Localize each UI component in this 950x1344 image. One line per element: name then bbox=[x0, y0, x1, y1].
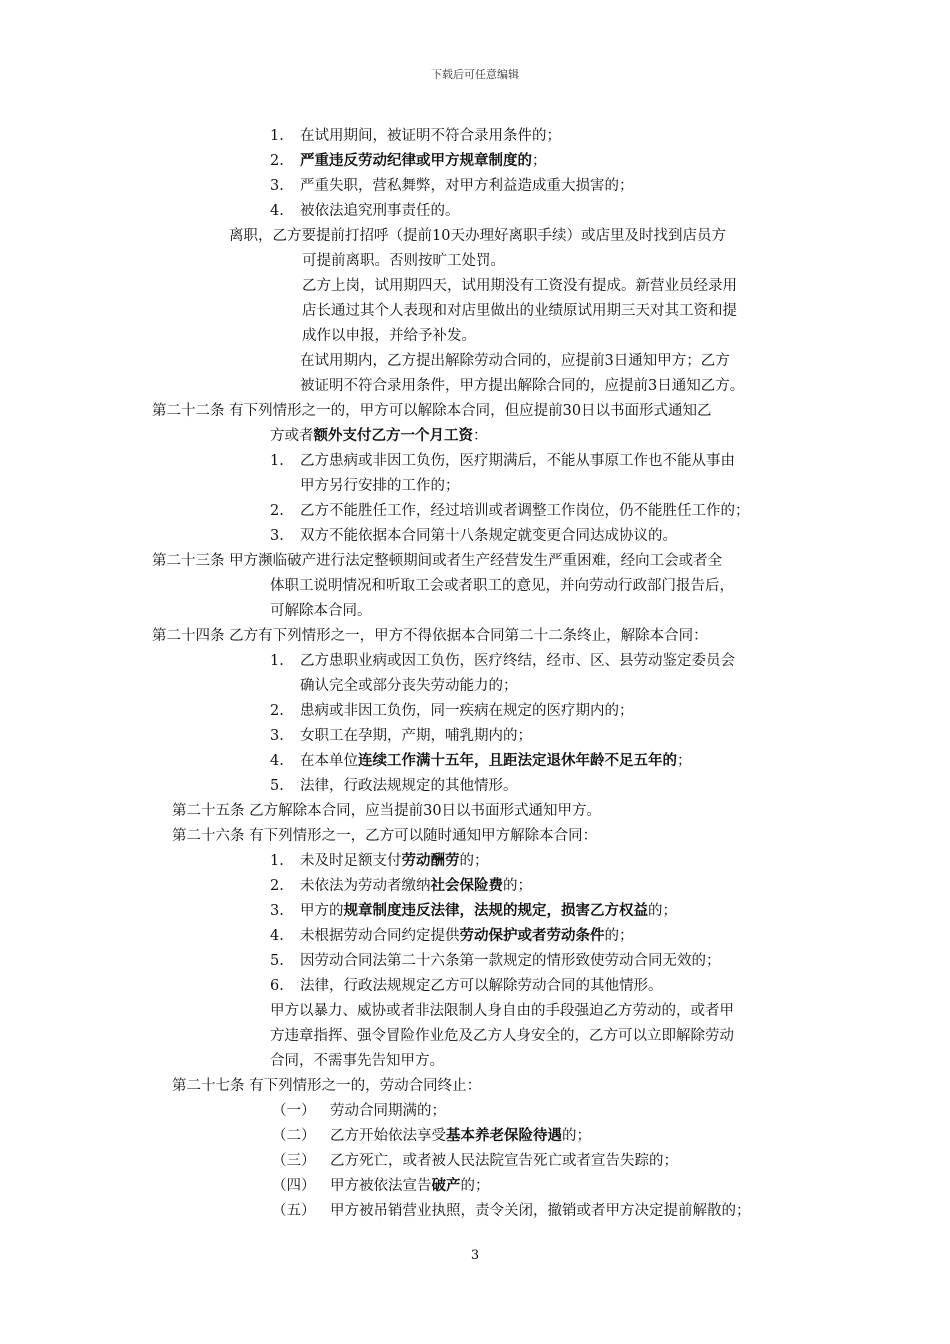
text-line bbox=[270, 576, 734, 596]
text-line bbox=[270, 876, 532, 896]
bold-text: 严重违反劳动纪律或甲方规章制度的 bbox=[300, 152, 532, 169]
item-number: 3. bbox=[270, 528, 284, 544]
text-line bbox=[152, 626, 708, 646]
line-text: 女职工在孕期，产期，哺乳期内的； bbox=[300, 728, 532, 744]
text-line bbox=[152, 401, 712, 421]
item-number: 1. bbox=[270, 453, 284, 469]
page-header: 下载后可任意编辑 bbox=[431, 68, 519, 81]
line-text: 未根据劳动合同约定提供 bbox=[300, 928, 460, 944]
bold-text: 破产 bbox=[431, 1177, 461, 1194]
line-text: 甲方以暴力、威协或者非法限制人身自由的手段强迫乙方劳动的，或者甲 bbox=[270, 1003, 734, 1019]
line-text: 体职工说明情况和听取工会或者职工的意见，并向劳动行政部门报告后， bbox=[270, 578, 734, 594]
line-text: 第二十二条 有下列情形之一的，甲方可以解除本合同，但应提前30日以书面形式通知乙 bbox=[152, 403, 712, 419]
line-text: 合同，不需事先告知甲方。 bbox=[270, 1053, 444, 1069]
item-number: 3. bbox=[270, 178, 284, 194]
line-text: 可解除本合同。 bbox=[270, 603, 372, 619]
line-text: 被证明不符合录用条件，甲方提出解除合同的，应提前3日通知乙方。 bbox=[300, 378, 745, 394]
line-text: 的； bbox=[459, 853, 489, 869]
text-line bbox=[270, 426, 488, 446]
text-line bbox=[172, 801, 601, 821]
text-line bbox=[270, 1051, 444, 1071]
text-line bbox=[270, 526, 677, 546]
text-line bbox=[302, 326, 476, 346]
line-text: 未依法为劳动者缴纳 bbox=[300, 878, 431, 894]
text-line bbox=[270, 201, 460, 221]
line-text: 方违章指挥、强令冒险作业危及乙方人身安全的，乙方可以立即解除劳动 bbox=[270, 1028, 734, 1044]
item-number: （三） bbox=[272, 1153, 316, 1169]
text-line bbox=[270, 926, 634, 946]
line-text: 方或者 bbox=[270, 428, 314, 444]
line-text: 乙方开始依法享受 bbox=[330, 1128, 446, 1144]
text-line bbox=[270, 776, 518, 796]
item-number: 1. bbox=[270, 128, 284, 144]
item-number: （二） bbox=[272, 1128, 316, 1144]
item-number: 2. bbox=[270, 503, 284, 519]
text-line bbox=[172, 826, 597, 846]
item-number: 3. bbox=[270, 903, 284, 919]
text-line bbox=[270, 501, 750, 521]
line-text: 第二十三条 甲方濒临破产进行法定整顿期间或者生产经营发生严重困难，经向工会或者全 bbox=[152, 553, 723, 569]
bold-text: 额外支付乙方一个月工资 bbox=[313, 427, 473, 444]
line-text: 的； bbox=[503, 878, 532, 894]
item-number: 2. bbox=[270, 703, 284, 719]
text-line bbox=[270, 751, 692, 771]
text-line bbox=[302, 276, 737, 296]
line-text: 乙方患职业病或因工负伤，医疗终结，经市、区、县劳动鉴定委员会 bbox=[300, 653, 735, 669]
line-text: 甲方另行安排的工作的； bbox=[300, 478, 460, 494]
line-text: 被依法追究刑事责任的。 bbox=[300, 203, 460, 219]
text-line bbox=[229, 226, 726, 246]
item-number: 2. bbox=[270, 878, 284, 894]
text-line bbox=[270, 1001, 734, 1021]
line-text: 乙方死亡，或者被人民法院宣告死亡或者宣告失踪的； bbox=[330, 1153, 678, 1169]
text-line bbox=[272, 1176, 490, 1196]
text-line bbox=[270, 726, 532, 746]
item-number: （一） bbox=[272, 1103, 316, 1119]
line-text: 在试用期间，被证明不符合录用条件的； bbox=[300, 128, 561, 144]
line-text: 因劳动合同法第二十六条第一款规定的情形致使劳动合同无效的； bbox=[300, 953, 721, 969]
line-text: 双方不能依据本合同第十八条规定就变更合同达成协议的。 bbox=[300, 528, 677, 544]
line-text: 确认完全或部分丧失劳动能力的； bbox=[300, 678, 518, 694]
line-text: ； bbox=[532, 153, 547, 169]
text-line bbox=[270, 1026, 734, 1046]
line-text: 甲方被依法宣告 bbox=[330, 1178, 432, 1194]
line-text: 严重失职，营私舞弊，对甲方利益造成重大损害的； bbox=[300, 178, 634, 194]
line-text: 患病或非因工负伤，同一疾病在规定的医疗期内的； bbox=[300, 703, 634, 719]
line-text: 店长通过其个人表现和对店里做出的业绩原试用期三天对其工资和提 bbox=[302, 303, 737, 319]
item-number: （五） bbox=[272, 1203, 316, 1219]
text-line bbox=[300, 376, 744, 396]
bold-text: 劳动酬劳 bbox=[401, 852, 460, 869]
line-text: 第二十五条 乙方解除本合同，应当提前30日以书面形式通知甲方。 bbox=[172, 803, 602, 819]
line-text: ； bbox=[677, 753, 692, 769]
line-text: 甲方被吊销营业执照，责令关闭，撤销或者甲方决定提前解散的； bbox=[330, 1203, 751, 1219]
line-text: 的； bbox=[604, 928, 634, 944]
line-text: 成作以申报，并给予补发。 bbox=[302, 328, 476, 344]
item-number: 6. bbox=[270, 978, 284, 994]
line-text: 劳动合同期满的； bbox=[330, 1103, 446, 1119]
item-number: 4. bbox=[270, 753, 284, 769]
text-line bbox=[270, 901, 677, 921]
text-line bbox=[270, 601, 372, 621]
text-line bbox=[272, 1126, 591, 1146]
text-line bbox=[270, 176, 634, 196]
text-line bbox=[270, 126, 561, 146]
line-text: 甲方的 bbox=[300, 903, 344, 919]
text-line bbox=[172, 1076, 481, 1096]
item-number: 2. bbox=[270, 153, 284, 169]
item-number: （四） bbox=[272, 1178, 316, 1194]
line-text: 法律，行政法规规定乙方可以解除劳动合同的其他情形。 bbox=[300, 978, 663, 994]
text-line bbox=[270, 151, 547, 171]
item-number: 1. bbox=[270, 653, 284, 669]
line-text: 乙方上岗，试用期四天，试用期没有工资没有提成。新营业员经录用 bbox=[302, 278, 737, 294]
line-text: 在试用期内，乙方提出解除劳动合同的，应提前3日通知甲方；乙方 bbox=[300, 353, 730, 369]
text-line bbox=[272, 1101, 446, 1121]
bold-text: 连续工作满十五年，且距法定退休年龄不足五年的 bbox=[358, 752, 677, 769]
bold-text: 基本养老保险待遇 bbox=[446, 1127, 562, 1144]
line-text: 的； bbox=[648, 903, 677, 919]
line-text: 第二十四条 乙方有下列情形之一，甲方不得依据本合同第二十二条终止，解除本合同： bbox=[152, 628, 708, 644]
line-text: 离职，乙方要提前打招呼（提前10天办理好离职手续）或店里及时找到店员方 bbox=[229, 228, 726, 244]
item-number: 5. bbox=[270, 953, 284, 969]
text-line bbox=[300, 676, 518, 696]
text-line bbox=[152, 551, 722, 571]
item-number: 5. bbox=[270, 778, 284, 794]
line-text: 法律，行政法规规定的其他情形。 bbox=[300, 778, 518, 794]
text-line bbox=[300, 476, 460, 496]
item-number: 1. bbox=[270, 853, 284, 869]
bold-text: 劳动保护或者劳动条件 bbox=[459, 927, 605, 944]
line-text: 的； bbox=[562, 1128, 591, 1144]
text-line bbox=[272, 1151, 678, 1171]
line-text: 乙方不能胜任工作，经过培训或者调整工作岗位，仍不能胜任工作的； bbox=[300, 503, 750, 519]
text-line bbox=[272, 1201, 751, 1221]
line-text: 第二十六条 有下列情形之一，乙方可以随时通知甲方解除本合同： bbox=[172, 828, 598, 844]
page-number: 3 bbox=[470, 1248, 480, 1263]
line-text: 在本单位 bbox=[300, 753, 358, 769]
text-line bbox=[270, 451, 735, 471]
line-text: 未及时足额支付 bbox=[300, 853, 402, 869]
text-line bbox=[270, 951, 721, 971]
text-line bbox=[302, 251, 505, 271]
line-text: 可提前离职。否则按旷工处罚。 bbox=[302, 253, 505, 269]
item-number: 3. bbox=[270, 728, 284, 744]
text-line bbox=[302, 301, 737, 321]
item-number: 4. bbox=[270, 203, 284, 219]
text-line bbox=[270, 651, 735, 671]
line-text: 第二十七条 有下列情形之一的，劳动合同终止： bbox=[172, 1078, 482, 1094]
line-text: ： bbox=[473, 428, 488, 444]
text-line bbox=[300, 351, 730, 371]
text-line bbox=[270, 701, 634, 721]
line-text: 的； bbox=[460, 1178, 490, 1194]
bold-text: 规章制度违反法律，法规的规定，损害乙方权益 bbox=[343, 902, 648, 919]
line-text: 乙方患病或非因工负伤，医疗期满后，不能从事原工作也不能从事由 bbox=[300, 453, 735, 469]
text-line bbox=[270, 851, 489, 871]
item-number: 4. bbox=[270, 928, 284, 944]
text-line bbox=[270, 976, 663, 996]
bold-text: 社会保险费 bbox=[430, 877, 503, 894]
